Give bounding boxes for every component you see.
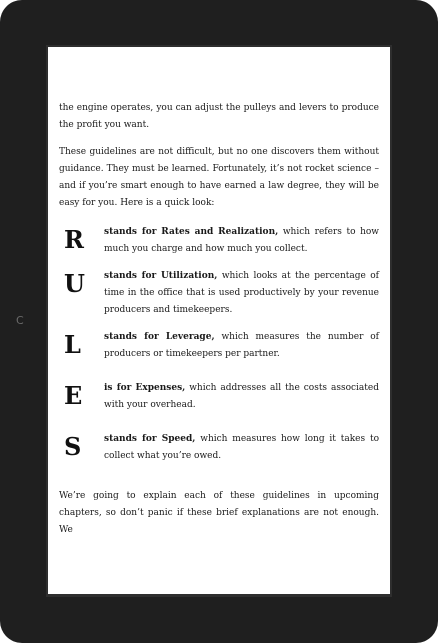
rule-text: which looks at the percentage of time in the office that is used productively by your revenue producers and timekeepers.	[104, 271, 379, 315]
rule-description	[104, 224, 379, 258]
rule-description	[104, 380, 379, 414]
rule-item-u	[59, 268, 379, 319]
rule-item-s	[59, 431, 379, 476]
rule-lead: stands for Speed,	[104, 434, 196, 444]
rule-letter: E	[64, 381, 83, 410]
rule-lead: stands for Utilization,	[104, 271, 218, 281]
rule-text: which addresses all the costs associated with your overhead.	[104, 383, 379, 410]
rule-letter: S	[64, 432, 82, 461]
rule-description	[104, 268, 379, 319]
rule-text: which measures the number of producers or timekeepers per partner.	[104, 332, 379, 359]
rule-item-l	[59, 329, 379, 370]
page-content	[59, 100, 379, 549]
rules-list	[59, 224, 379, 476]
rule-description	[104, 431, 379, 465]
outro-paragraph: We’re going to explain each of these guidelines in upcoming chapters, so don’t panic if these brief explanations are not enough. We	[59, 491, 379, 535]
intro-paragraph: the engine operates, you can adjust the pulleys and levers to produce the profit you want.	[59, 103, 379, 130]
rule-text: which refers to how much you charge and how much you collect.	[104, 227, 379, 254]
rule-text: which measures how long it takes to collect what you’re owed.	[104, 434, 379, 461]
book-page[interactable]	[48, 47, 390, 594]
rule-item-r	[59, 224, 379, 258]
rule-description	[104, 329, 379, 363]
rule-lead: is for Expenses,	[104, 383, 186, 393]
rule-letter: L	[64, 330, 81, 359]
guidelines-paragraph: These guidelines are not difficult, but no one discovers them without guidance. They must be learned. Fortunately, it’s not rocket science – and if you’re smart enough to have earned a law degree, they will be easy for you. Here is a quick look:	[59, 147, 379, 208]
home-button-icon[interactable]: C	[16, 314, 24, 327]
rule-item-e	[59, 380, 379, 421]
rule-lead: stands for Rates and Realization,	[104, 227, 279, 237]
rule-letter: R	[64, 225, 84, 254]
rule-letter: U	[64, 269, 85, 298]
rule-lead: stands for Leverage,	[104, 332, 215, 342]
